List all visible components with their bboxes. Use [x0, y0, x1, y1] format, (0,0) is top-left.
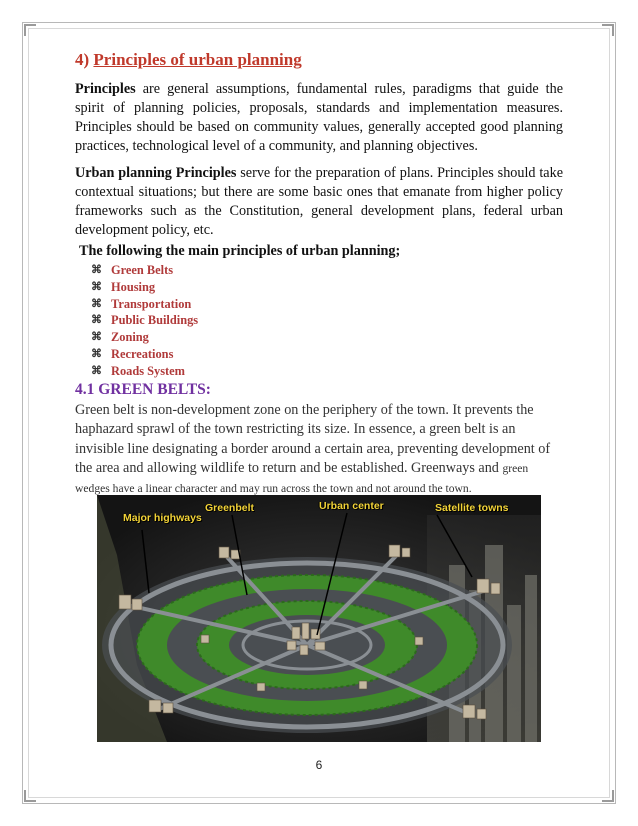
- page-number: 6: [315, 758, 323, 772]
- list-item: ⌘ Zoning: [91, 330, 149, 345]
- heading-title: Principles of urban planning: [93, 50, 302, 69]
- bullet-icon: ⌘: [91, 347, 102, 360]
- list-item: ⌘ Roads System: [91, 363, 186, 378]
- paragraph-text: serve for the preparation of plans. Principles should take contextual situations; but there are some basic ones that emanate from higher policy frameworks such as the Constitution, general development plans, federal urban development policy, etc.: [75, 165, 563, 238]
- bullet-icon: ⌘: [91, 297, 102, 310]
- green-belts-paragraph: Green belt is non-development zone on the periphery of the town. It prevents the haphazard sprawl of the town restricting its size. In essence, a green belt is an invisible line designating a border around a certain area, preventing development of the area and allowing wildlife to return and be established. Greenways and green wedges have a linear character and may run across the town and not around the town.: [75, 401, 551, 495]
- satellite-towns-label: Satellite towns: [435, 502, 509, 514]
- principles-paragraph: [75, 80, 563, 156]
- bullet-icon: ⌘: [91, 264, 102, 276]
- paragraph-text: are general assumptions, fundamental rules, paradigms that guide the spirit of planning policies, proposals, standards and implementation measures. Principles should be based on community values, generally accepted good planning practices, technological level of a community, and planning objectives.: [75, 81, 563, 154]
- page-content: [75, 50, 563, 499]
- major-highways-label: Major highways: [123, 512, 202, 524]
- list-intro: The following the main principles of urban planning;: [79, 243, 401, 259]
- list-item: ⌘ Transportation: [91, 296, 192, 311]
- bullet-icon: ⌘: [91, 331, 102, 344]
- bullet-icon: ⌘: [91, 280, 102, 293]
- list-item: ⌘ Recreations: [91, 346, 174, 361]
- list-item: ⌘ Public Buildings: [91, 313, 199, 328]
- urban-planning-paragraph: [75, 164, 563, 240]
- heading-number: 4): [75, 50, 90, 69]
- green-belt-illustration: [97, 495, 541, 742]
- list-item: ⌘ Housing: [91, 279, 156, 294]
- paragraph-lead: Urban planning Principles: [75, 165, 237, 181]
- corner-ornament: [24, 790, 36, 802]
- corner-ornament: [602, 790, 614, 802]
- section-heading: [75, 50, 563, 70]
- corner-ornament: [24, 24, 36, 36]
- list-item: ⌘ Green Belts: [91, 263, 174, 277]
- paragraph-lead: Principles: [75, 81, 136, 97]
- urban-center-label: Urban center: [319, 500, 384, 512]
- principles-list: [75, 262, 563, 380]
- bullet-icon: ⌘: [91, 314, 102, 327]
- bullet-icon: ⌘: [91, 364, 102, 377]
- corner-ornament: [602, 24, 614, 36]
- green-belt-diagram: [97, 495, 541, 742]
- green-belts-heading: 4.1 GREEN BELTS:: [75, 380, 211, 398]
- greenbelt-label: Greenbelt: [205, 502, 255, 514]
